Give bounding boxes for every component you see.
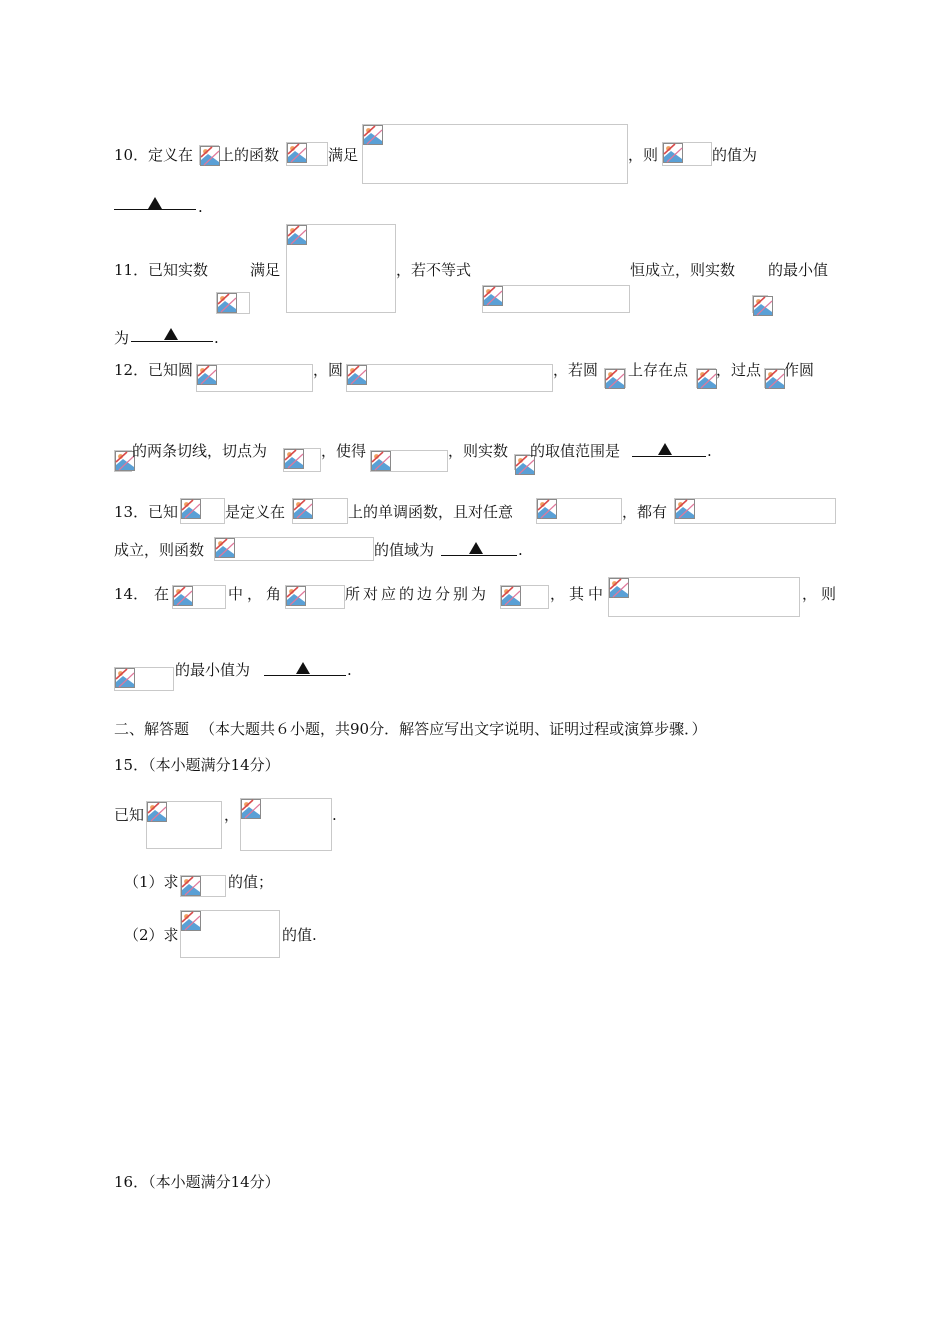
formula-image [536,498,622,524]
q15-sep: ， [224,806,240,824]
formula-image [180,875,226,897]
formula-image [482,285,630,313]
q14-text-4: ，其中 [550,585,608,603]
formula-image [172,585,226,609]
q12-text-10: 的取值范围是 [530,442,621,460]
q11-text-2: 满足 [250,261,281,279]
q13-text-3: 上的单调函数，且对任意 [348,503,514,521]
formula-image [199,145,219,165]
formula-image [662,142,712,166]
q14-text-1: 在 [154,585,170,603]
formula-image [604,368,626,388]
formula-image [283,448,321,472]
q12-text-9: ，则实数 [448,442,509,460]
formula-image [216,292,250,314]
q15-part1-prefix: （1）求 [124,873,179,891]
formula-image [362,124,628,184]
formula-image [346,364,553,392]
answer-blank [131,341,213,342]
q10-end: . [198,198,203,216]
q12-text-5: ，过点 [716,361,762,379]
answer-blank [114,209,196,210]
formula-image [514,454,530,470]
formula-image [214,537,374,561]
q13-text-2: 是定义在 [225,503,286,521]
q12-text-1: 已知圆 [148,361,194,379]
formula-image [180,910,280,958]
q14-end: . [347,661,352,679]
q15-end: . [332,806,337,824]
q13-number: 13． [114,503,149,521]
q15-part1-suffix: 的值； [228,873,274,891]
section-heading: 二、解答题 [114,720,190,738]
q14-text-5: ，则 [802,585,841,603]
q10-text-5: 的值为 [712,146,758,164]
q11-text-6: 为 [114,329,130,347]
formula-image [608,577,800,617]
q16-title: 16．（本小题满分14分） [114,1173,280,1191]
q13-text-5: 成立，则函数 [114,541,205,559]
formula-image [286,142,328,166]
q11-number: 11． [114,261,149,279]
formula-image [240,798,332,851]
formula-image [764,368,784,388]
answer-blank [632,456,706,457]
answer-triangle-icon [469,542,483,554]
q13-text-1: 已知 [148,503,179,521]
formula-image [674,498,836,524]
q12-text-6: 作圆 [784,361,815,379]
q15-text-1: 已知 [114,806,145,824]
q14-text-3: 所对应的边分别为 [345,585,490,603]
q14-text-2: 中，角 [228,585,286,603]
q10-text-1: 定义在 [148,146,194,164]
formula-image [370,450,448,472]
q11-end: . [214,329,219,347]
q10-text-4: ，则 [628,146,659,164]
answer-triangle-icon [658,443,672,455]
q15-part2-prefix: （2）求 [124,926,179,944]
formula-image [146,801,222,849]
formula-image [292,498,348,524]
q11-text-1: 已知实数 [148,261,209,279]
section-note: （本大题共６小题，共90分．解答应写出文字说明、证明过程或演算步骤．） [200,720,707,738]
q11-text-3: ，若不等式 [396,261,472,279]
q13-end: . [518,541,523,559]
formula-image [114,450,132,472]
answer-triangle-icon [148,197,162,209]
q14-text-6: 的最小值为 [175,661,251,679]
formula-image [752,295,768,313]
q12-text-8: ，使得 [321,442,367,460]
q15-part2-suffix: 的值. [282,926,317,944]
formula-image [180,498,225,524]
answer-triangle-icon [296,662,310,674]
q10-number: 10． [114,146,149,164]
formula-image [196,364,313,392]
formula-image [114,667,174,691]
q12-text-2: ，圆 [313,361,344,379]
q12-text-4: 上存在点 [628,361,689,379]
q10-text-2: 上的函数 [219,146,280,164]
formula-image [285,585,345,609]
q10-text-3: 满足 [328,146,359,164]
answer-triangle-icon [164,328,178,340]
q13-text-6: 的值域为 [374,541,435,559]
q11-text-4: 恒成立，则实数 [630,261,736,279]
q15-title: 15．（本小题满分14分） [114,756,280,774]
formula-image [286,224,396,313]
q14-number: 14． [114,585,149,603]
q12-number: 12． [114,361,149,379]
formula-image [500,585,549,609]
q12-end: . [707,442,712,460]
answer-blank [441,555,517,556]
q11-text-5: 的最小值 [768,261,829,279]
q12-text-3: ，若圆 [553,361,599,379]
q13-text-4: ，都有 [622,503,668,521]
answer-blank [264,675,346,676]
formula-image [696,368,716,388]
q12-text-7: 的两条切线，切点为 [132,442,268,460]
